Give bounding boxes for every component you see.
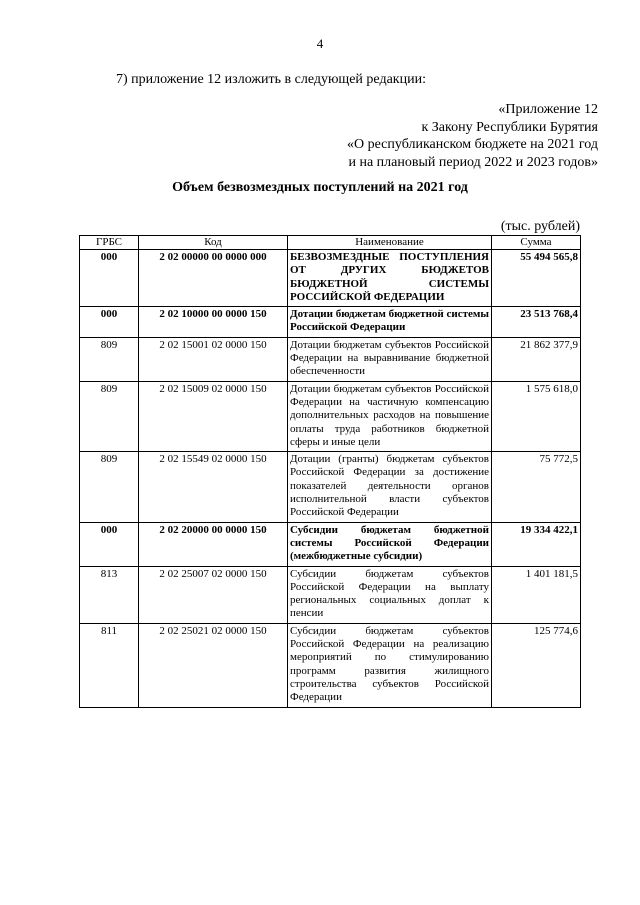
cell-sum: 55 494 565,8 — [492, 250, 581, 307]
cell-grbs: 000 — [80, 250, 139, 307]
cell-name: Дотации (гранты) бюджетам субъектов Российской Федерации за достижение показателей деятельности органов исполнительной власти субъектов Российской Федерации — [288, 452, 492, 522]
cell-code: 2 02 00000 00 0000 000 — [139, 250, 288, 307]
header-grbs: ГРБС — [80, 236, 139, 250]
cell-name: Дотации бюджетам бюджетной системы Российской Федерации — [288, 307, 492, 338]
cell-sum: 1 575 618,0 — [492, 381, 581, 451]
cell-code: 2 02 20000 00 0000 150 — [139, 522, 288, 566]
cell-code: 2 02 15549 02 0000 150 — [139, 452, 288, 522]
table-row — [80, 522, 581, 566]
cell-name: Субсидии бюджетам бюджетной системы Российской Федерации (межбюджетные субсидии) — [288, 522, 492, 566]
appendix-line-3: «О республиканском бюджете на 2021 год — [347, 137, 598, 152]
revenue-table — [79, 235, 581, 708]
appendix-line-2: к Закону Республики Бурятия — [421, 119, 598, 135]
table-row — [80, 250, 581, 307]
cell-grbs: 813 — [80, 566, 139, 623]
cell-grbs: 000 — [80, 307, 139, 338]
units-label: (тыс. рублей) — [500, 219, 580, 234]
appendix-header — [347, 101, 598, 171]
cell-sum: 21 862 377,9 — [492, 337, 581, 381]
header-name: Наименование — [288, 236, 492, 250]
cell-name: Субсидии бюджетам субъектов Российской Федерации на выплату региональных социальных доплат к пенсии — [288, 566, 492, 623]
table-row — [80, 623, 581, 707]
cell-grbs: 809 — [80, 337, 139, 381]
cell-code: 2 02 15001 02 0000 150 — [139, 337, 288, 381]
cell-name: Дотации бюджетам субъектов Российской Федерации на частичную компенсацию дополнительных расходов на повышение оплаты труда работников бюджетной сферы и иные цели — [288, 381, 492, 451]
cell-name: БЕЗВОЗМЕЗДНЫЕ ПОСТУПЛЕНИЯ ОТ ДРУГИХ БЮДЖЕТОВ БЮДЖЕТНОЙ СИСТЕМЫ РОССИЙСКОЙ ФЕДЕРАЦИИ — [288, 250, 492, 307]
cell-name: Дотации бюджетам субъектов Российской Федерации на выравнивание бюджетной обеспеченности — [288, 337, 492, 381]
cell-code: 2 02 25021 02 0000 150 — [139, 623, 288, 707]
cell-grbs: 811 — [80, 623, 139, 707]
cell-sum: 19 334 422,1 — [492, 522, 581, 566]
cell-grbs: 809 — [80, 452, 139, 522]
table-row — [80, 566, 581, 623]
appendix-line-4: и на плановый период 2022 и 2023 годов» — [348, 154, 598, 170]
cell-grbs: 000 — [80, 522, 139, 566]
table-row — [80, 337, 581, 381]
cell-code: 2 02 10000 00 0000 150 — [139, 307, 288, 338]
table-row — [80, 452, 581, 522]
cell-grbs: 809 — [80, 381, 139, 451]
header-code: Код — [139, 236, 288, 250]
cell-sum: 1 401 181,5 — [492, 566, 581, 623]
intro-paragraph: 7) приложение 12 изложить в следующей редакции: — [116, 72, 426, 87]
header-sum: Сумма — [492, 236, 581, 250]
cell-sum: 75 772,5 — [492, 452, 581, 522]
document-title: Объем безвозмездных поступлений на 2021 год — [172, 180, 468, 195]
table-row — [80, 381, 581, 451]
table-row — [80, 307, 581, 338]
appendix-line-1: «Приложение 12 — [498, 102, 598, 117]
cell-name: Субсидии бюджетам субъектов Российской Федерации на реализацию мероприятий по стимулированию программ развития жилищного строительства субъектов Российской Федерации — [288, 623, 492, 707]
cell-sum: 125 774,6 — [492, 623, 581, 707]
table-header-row — [80, 236, 581, 250]
cell-code: 2 02 25007 02 0000 150 — [139, 566, 288, 623]
cell-code: 2 02 15009 02 0000 150 — [139, 381, 288, 451]
page-number: 4 — [316, 36, 324, 51]
cell-sum: 23 513 768,4 — [492, 307, 581, 338]
